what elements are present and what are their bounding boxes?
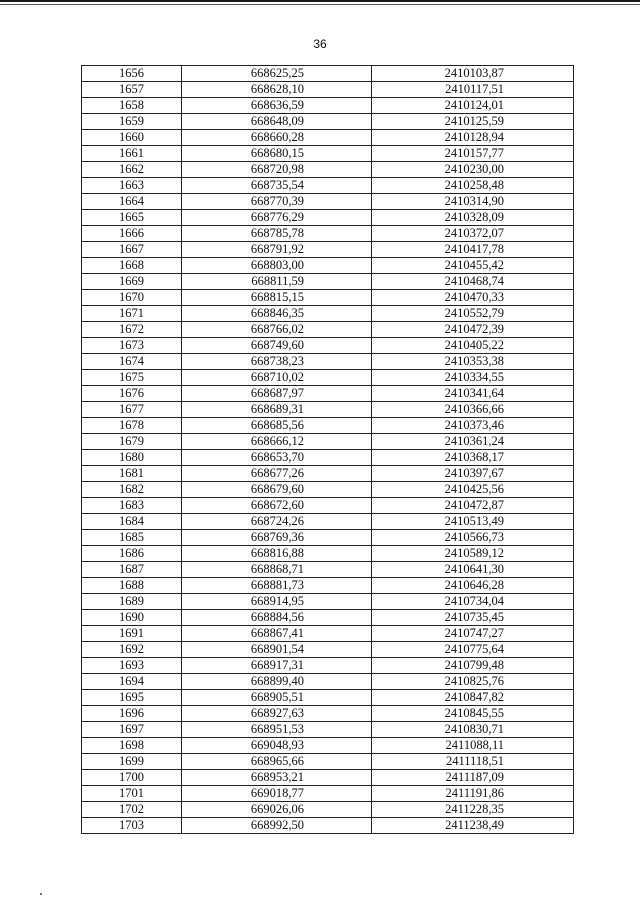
y-coordinate-cell: 2410373,46 — [372, 418, 574, 434]
x-coordinate-cell: 668680,15 — [182, 146, 372, 162]
point-number-cell: 1670 — [82, 290, 182, 306]
table-row — [82, 290, 574, 306]
x-coordinate-cell: 668901,54 — [182, 642, 372, 658]
x-coordinate-cell: 668868,71 — [182, 562, 372, 578]
y-coordinate-cell: 2410368,17 — [372, 450, 574, 466]
y-coordinate-cell: 2410361,24 — [372, 434, 574, 450]
y-coordinate-cell: 2411118,51 — [372, 754, 574, 770]
table-row — [82, 194, 574, 210]
y-coordinate-cell: 2410735,45 — [372, 610, 574, 626]
x-coordinate-cell: 668766,02 — [182, 322, 372, 338]
x-coordinate-cell: 668884,56 — [182, 610, 372, 626]
point-number-cell: 1671 — [82, 306, 182, 322]
table-row — [82, 306, 574, 322]
y-coordinate-cell: 2410552,79 — [372, 306, 574, 322]
y-coordinate-cell: 2410513,49 — [372, 514, 574, 530]
y-coordinate-cell: 2410314,90 — [372, 194, 574, 210]
point-number-cell: 1674 — [82, 354, 182, 370]
y-coordinate-cell: 2410117,51 — [372, 82, 574, 98]
x-coordinate-cell: 668738,23 — [182, 354, 372, 370]
y-coordinate-cell: 2410124,01 — [372, 98, 574, 114]
point-number-cell: 1687 — [82, 562, 182, 578]
point-number-cell: 1681 — [82, 466, 182, 482]
top-border-line — [0, 0, 640, 2]
x-coordinate-cell: 668992,50 — [182, 818, 372, 834]
point-number-cell: 1669 — [82, 274, 182, 290]
x-coordinate-cell: 668816,88 — [182, 546, 372, 562]
y-coordinate-cell: 2410830,71 — [372, 722, 574, 738]
table-row — [82, 242, 574, 258]
point-number-cell: 1677 — [82, 402, 182, 418]
top-border-line-thin — [0, 4, 640, 5]
page-number: 36 — [313, 37, 327, 51]
table-row — [82, 578, 574, 594]
y-coordinate-cell: 2410258,48 — [372, 178, 574, 194]
x-coordinate-cell: 669026,06 — [182, 802, 372, 818]
point-number-cell: 1661 — [82, 146, 182, 162]
x-coordinate-cell: 668917,31 — [182, 658, 372, 674]
point-number-cell: 1695 — [82, 690, 182, 706]
x-coordinate-cell: 669048,93 — [182, 738, 372, 754]
table-row — [82, 722, 574, 738]
table-row — [82, 546, 574, 562]
table-row — [82, 402, 574, 418]
point-number-cell: 1700 — [82, 770, 182, 786]
y-coordinate-cell: 2411238,49 — [372, 818, 574, 834]
y-coordinate-cell: 2410157,77 — [372, 146, 574, 162]
table-row — [82, 130, 574, 146]
table-row — [82, 770, 574, 786]
point-number-cell: 1676 — [82, 386, 182, 402]
y-coordinate-cell: 2410366,66 — [372, 402, 574, 418]
y-coordinate-cell: 2410472,39 — [372, 322, 574, 338]
table-row — [82, 642, 574, 658]
point-number-cell: 1657 — [82, 82, 182, 98]
y-coordinate-cell: 2410125,59 — [372, 114, 574, 130]
x-coordinate-cell: 668803,00 — [182, 258, 372, 274]
x-coordinate-cell: 668672,60 — [182, 498, 372, 514]
point-number-cell: 1686 — [82, 546, 182, 562]
point-number-cell: 1664 — [82, 194, 182, 210]
point-number-cell: 1693 — [82, 658, 182, 674]
point-number-cell: 1683 — [82, 498, 182, 514]
table-row — [82, 66, 574, 82]
table-row — [82, 418, 574, 434]
y-coordinate-cell: 2410747,27 — [372, 626, 574, 642]
point-number-cell: 1665 — [82, 210, 182, 226]
point-number-cell: 1675 — [82, 370, 182, 386]
point-number-cell: 1679 — [82, 434, 182, 450]
point-number-cell: 1696 — [82, 706, 182, 722]
y-coordinate-cell: 2411187,09 — [372, 770, 574, 786]
y-coordinate-cell: 2411088,11 — [372, 738, 574, 754]
x-coordinate-cell: 668951,53 — [182, 722, 372, 738]
x-coordinate-cell: 668720,98 — [182, 162, 372, 178]
y-coordinate-cell: 2410128,94 — [372, 130, 574, 146]
table-row — [82, 514, 574, 530]
y-coordinate-cell: 2410341,64 — [372, 386, 574, 402]
x-coordinate-cell: 668965,66 — [182, 754, 372, 770]
y-coordinate-cell: 2410566,73 — [372, 530, 574, 546]
y-coordinate-cell: 2410397,67 — [372, 466, 574, 482]
table-row — [82, 226, 574, 242]
table-row — [82, 322, 574, 338]
x-coordinate-cell: 668625,25 — [182, 66, 372, 82]
y-coordinate-cell: 2410353,38 — [372, 354, 574, 370]
x-coordinate-cell: 668867,41 — [182, 626, 372, 642]
y-coordinate-cell: 2410455,42 — [372, 258, 574, 274]
table-row — [82, 786, 574, 802]
point-number-cell: 1701 — [82, 786, 182, 802]
x-coordinate-cell: 668687,97 — [182, 386, 372, 402]
table-row — [82, 482, 574, 498]
x-coordinate-cell: 668811,59 — [182, 274, 372, 290]
table-row — [82, 114, 574, 130]
point-number-cell: 1663 — [82, 178, 182, 194]
point-number-cell: 1691 — [82, 626, 182, 642]
table-row — [82, 738, 574, 754]
y-coordinate-cell: 2410845,55 — [372, 706, 574, 722]
point-number-cell: 1692 — [82, 642, 182, 658]
table-row — [82, 530, 574, 546]
x-coordinate-cell: 668666,12 — [182, 434, 372, 450]
x-coordinate-cell: 668770,39 — [182, 194, 372, 210]
y-coordinate-cell: 2410641,30 — [372, 562, 574, 578]
x-coordinate-cell: 668628,10 — [182, 82, 372, 98]
table-row — [82, 82, 574, 98]
y-coordinate-cell: 2410472,87 — [372, 498, 574, 514]
y-coordinate-cell: 2410334,55 — [372, 370, 574, 386]
x-coordinate-cell: 668653,70 — [182, 450, 372, 466]
scan-speck — [40, 893, 42, 895]
point-number-cell: 1697 — [82, 722, 182, 738]
table-row — [82, 594, 574, 610]
table-row — [82, 258, 574, 274]
x-coordinate-cell: 669018,77 — [182, 786, 372, 802]
point-number-cell: 1689 — [82, 594, 182, 610]
table-row — [82, 610, 574, 626]
y-coordinate-cell: 2411191,86 — [372, 786, 574, 802]
x-coordinate-cell: 668685,56 — [182, 418, 372, 434]
x-coordinate-cell: 668881,73 — [182, 578, 372, 594]
y-coordinate-cell: 2410775,64 — [372, 642, 574, 658]
table-row — [82, 626, 574, 642]
table-row — [82, 658, 574, 674]
y-coordinate-cell: 2410646,28 — [372, 578, 574, 594]
point-number-cell: 1660 — [82, 130, 182, 146]
x-coordinate-cell: 668846,35 — [182, 306, 372, 322]
point-number-cell: 1667 — [82, 242, 182, 258]
table-row — [82, 98, 574, 114]
table-row — [82, 818, 574, 834]
x-coordinate-cell: 668710,02 — [182, 370, 372, 386]
point-number-cell: 1680 — [82, 450, 182, 466]
point-number-cell: 1699 — [82, 754, 182, 770]
point-number-cell: 1658 — [82, 98, 182, 114]
point-number-cell: 1656 — [82, 66, 182, 82]
x-coordinate-cell: 668679,60 — [182, 482, 372, 498]
table-row — [82, 690, 574, 706]
x-coordinate-cell: 668791,92 — [182, 242, 372, 258]
point-number-cell: 1672 — [82, 322, 182, 338]
table-row — [82, 370, 574, 386]
x-coordinate-cell: 668927,63 — [182, 706, 372, 722]
y-coordinate-cell: 2410417,78 — [372, 242, 574, 258]
x-coordinate-cell: 668724,26 — [182, 514, 372, 530]
table-row — [82, 674, 574, 690]
table-row — [82, 178, 574, 194]
table-row — [82, 386, 574, 402]
y-coordinate-cell: 2410103,87 — [372, 66, 574, 82]
table-row — [82, 466, 574, 482]
x-coordinate-cell: 668769,36 — [182, 530, 372, 546]
table-row — [82, 354, 574, 370]
y-coordinate-cell: 2410825,76 — [372, 674, 574, 690]
coordinates-table — [81, 65, 574, 834]
point-number-cell: 1666 — [82, 226, 182, 242]
x-coordinate-cell: 668735,54 — [182, 178, 372, 194]
table-row — [82, 338, 574, 354]
point-number-cell: 1682 — [82, 482, 182, 498]
y-coordinate-cell: 2410589,12 — [372, 546, 574, 562]
table-row — [82, 706, 574, 722]
point-number-cell: 1668 — [82, 258, 182, 274]
table-row — [82, 146, 574, 162]
x-coordinate-cell: 668953,21 — [182, 770, 372, 786]
point-number-cell: 1688 — [82, 578, 182, 594]
point-number-cell: 1684 — [82, 514, 182, 530]
table-row — [82, 498, 574, 514]
x-coordinate-cell: 668689,31 — [182, 402, 372, 418]
point-number-cell: 1678 — [82, 418, 182, 434]
x-coordinate-cell: 668648,09 — [182, 114, 372, 130]
table-row — [82, 434, 574, 450]
table-row — [82, 754, 574, 770]
x-coordinate-cell: 668677,26 — [182, 466, 372, 482]
y-coordinate-cell: 2410847,82 — [372, 690, 574, 706]
point-number-cell: 1659 — [82, 114, 182, 130]
x-coordinate-cell: 668776,29 — [182, 210, 372, 226]
x-coordinate-cell: 668815,15 — [182, 290, 372, 306]
y-coordinate-cell: 2410470,33 — [372, 290, 574, 306]
table-row — [82, 274, 574, 290]
y-coordinate-cell: 2410425,56 — [372, 482, 574, 498]
y-coordinate-cell: 2410405,22 — [372, 338, 574, 354]
point-number-cell: 1673 — [82, 338, 182, 354]
table-row — [82, 450, 574, 466]
x-coordinate-cell: 668636,59 — [182, 98, 372, 114]
y-coordinate-cell: 2410328,09 — [372, 210, 574, 226]
point-number-cell: 1702 — [82, 802, 182, 818]
point-number-cell: 1703 — [82, 818, 182, 834]
x-coordinate-cell: 668749,60 — [182, 338, 372, 354]
x-coordinate-cell: 668905,51 — [182, 690, 372, 706]
coordinates-table-body — [82, 66, 574, 834]
y-coordinate-cell: 2410230,00 — [372, 162, 574, 178]
point-number-cell: 1698 — [82, 738, 182, 754]
x-coordinate-cell: 668785,78 — [182, 226, 372, 242]
point-number-cell: 1685 — [82, 530, 182, 546]
table-row — [82, 802, 574, 818]
y-coordinate-cell: 2410372,07 — [372, 226, 574, 242]
table-row — [82, 162, 574, 178]
y-coordinate-cell: 2410468,74 — [372, 274, 574, 290]
y-coordinate-cell: 2410799,48 — [372, 658, 574, 674]
x-coordinate-cell: 668899,40 — [182, 674, 372, 690]
point-number-cell: 1662 — [82, 162, 182, 178]
x-coordinate-cell: 668914,95 — [182, 594, 372, 610]
x-coordinate-cell: 668660,28 — [182, 130, 372, 146]
point-number-cell: 1690 — [82, 610, 182, 626]
table-row — [82, 210, 574, 226]
y-coordinate-cell: 2410734,04 — [372, 594, 574, 610]
y-coordinate-cell: 2411228,35 — [372, 802, 574, 818]
table-row — [82, 562, 574, 578]
point-number-cell: 1694 — [82, 674, 182, 690]
